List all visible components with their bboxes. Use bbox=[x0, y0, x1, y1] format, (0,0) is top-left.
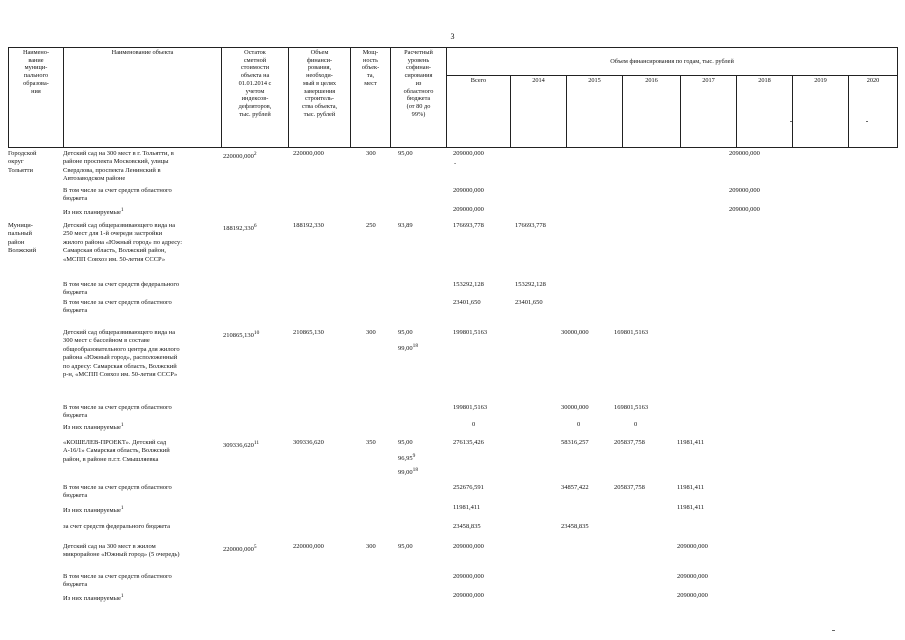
regional-2016-koshelev: 205837,758 bbox=[614, 484, 645, 491]
regional-total-kg250: 23401,650 bbox=[453, 299, 481, 306]
planned-2017-southcity: 209000,000 bbox=[677, 592, 708, 599]
regional-2017-southcity: 209000,000 bbox=[677, 573, 708, 580]
planned-total-tolyatti: 209000,000 bbox=[453, 206, 484, 213]
federal-total-kg250: 153292,128 bbox=[453, 281, 484, 288]
federal-2015-koshelev: 23458,835 bbox=[561, 523, 589, 530]
planned-label-southcity: Из них планируемые$^1$ bbox=[63, 593, 124, 603]
planned-2015-kg300pool: 0 bbox=[577, 421, 581, 428]
cofunding-level-koshelev: 95,00 bbox=[398, 439, 413, 446]
planned-total-koshelev: 11981,411 bbox=[453, 504, 481, 511]
total-tolyatti: 209000,000 bbox=[453, 150, 484, 157]
year-2017-koshelev: 11981,411 bbox=[677, 439, 705, 446]
funding-volume-southcity: 220000,000 bbox=[293, 543, 324, 550]
object-name-koshelev: «КОШЕЛЕВ-ПРОЕКТ». Детский сад А-16/1» Самарская область, Волжский район, в районе п.г.т. Смышляевка bbox=[63, 439, 170, 463]
object-name-tolyatti: Детский сад на 300 мест в г. Тольятти, в районе проспекта Московский, улицы Свердлова, проспекта Ленинский в Автозаводском районе bbox=[63, 150, 174, 183]
cofunding-level-southcity: 95,00 bbox=[398, 543, 413, 550]
federal-label-koshelev: за счет средств федерального бюджета bbox=[63, 523, 171, 530]
header-year-2016: 2016 bbox=[623, 76, 681, 148]
federal-label-kg250: В том числе за счет средств федерального бюджета bbox=[63, 281, 180, 297]
funding-volume-kg250: 188192,330 bbox=[293, 222, 324, 229]
header-year-2019: 2019 bbox=[793, 76, 849, 148]
regional-2018-tolyatti: 209000,000 bbox=[729, 187, 760, 194]
header-by-years: Объем финансирования по годам, тыс. рублей bbox=[447, 48, 898, 76]
regional-label-koshelev: В том числе за счет средств областного бюджета bbox=[63, 484, 172, 500]
header-year-2020: 2020 bbox=[849, 76, 898, 148]
planned-2016-kg300pool: 0 bbox=[634, 421, 638, 428]
funding-volume-tolyatti: 220000,000 bbox=[293, 150, 324, 157]
header-year-2018: 2018 bbox=[737, 76, 793, 148]
header-year-total: Всего bbox=[447, 76, 511, 148]
remaining-cost-koshelev: 309336,620$^{11}$ bbox=[223, 440, 260, 450]
planned-total-kg300pool: 0 bbox=[472, 421, 476, 428]
object-name-southcity: Детский сад на 300 мест в жилом микрорайоне «Южный город» (5 очередь) bbox=[63, 543, 180, 559]
planned-total-southcity: 209000,000 bbox=[453, 592, 484, 599]
header-funding-volume: Объем финанси- рования, необходи- мый в целях завершения строитель- ства объекта, тыс. рублей bbox=[289, 48, 351, 148]
year-2018-tolyatti: 209000,000 bbox=[729, 150, 760, 157]
planned-label-tolyatti: Из них планируемые$^1$ bbox=[63, 207, 124, 217]
regional-total-kg300pool: 199801,5163 bbox=[453, 404, 488, 411]
cofunding-level-kg300pool-2: 99,00$^{18}$ bbox=[398, 343, 419, 353]
cofunding-level-kg250: 93,89 bbox=[398, 222, 413, 229]
header-object-name: Наименование объекта bbox=[64, 48, 222, 148]
planned-label-kg300pool: Из них планируемые$^1$ bbox=[63, 422, 124, 432]
capacity-tolyatti: 300 bbox=[366, 150, 376, 157]
scan-mark bbox=[832, 630, 835, 631]
dash-mark: - bbox=[454, 160, 457, 167]
federal-total-koshelev: 23458,835 bbox=[453, 523, 481, 530]
year-2016-koshelev: 205837,758 bbox=[614, 439, 645, 446]
remaining-cost-kg300pool: 210865,130$^{10}$ bbox=[223, 330, 260, 340]
regional-total-koshelev: 252676,591 bbox=[453, 484, 484, 491]
remaining-cost-kg250: 188192,330$^6$ bbox=[223, 223, 257, 233]
planned-2018-tolyatti: 209000,000 bbox=[729, 206, 760, 213]
regional-2016-kg300pool: 169801,5163 bbox=[614, 404, 649, 411]
capacity-southcity: 300 bbox=[366, 543, 376, 550]
regional-label-kg250: В том числе за счет средств областного бюджета bbox=[63, 299, 172, 315]
regional-2015-kg300pool: 30000,000 bbox=[561, 404, 589, 411]
total-kg250: 176693,778 bbox=[453, 222, 484, 229]
header-year-2014: 2014 bbox=[511, 76, 567, 148]
year-2014-kg250: 176693,778 bbox=[515, 222, 546, 229]
regional-2015-koshelev: 34857,422 bbox=[561, 484, 589, 491]
municipality-volzhsky: Муници- пальный район Волжский bbox=[8, 222, 37, 255]
total-kg300pool: 199801,5163 bbox=[453, 329, 488, 336]
year-2015-koshelev: 58316,257 bbox=[561, 439, 589, 446]
municipality-tolyatti: Городской округ Тольятти bbox=[8, 150, 37, 174]
year-2016-kg300pool: 169801,5163 bbox=[614, 329, 649, 336]
regional-total-tolyatti: 209000,000 bbox=[453, 187, 484, 194]
remaining-cost-tolyatti: 220000,000$^2$ bbox=[223, 151, 257, 161]
cofunding-level-koshelev-2: 96,95$^9$ bbox=[398, 453, 416, 463]
table-header bbox=[8, 47, 898, 148]
planned-2017-koshelev: 11981,411 bbox=[677, 504, 705, 511]
year-2017-southcity: 209000,000 bbox=[677, 543, 708, 550]
regional-label-southcity: В том числе за счет средств областного бюджета bbox=[63, 573, 172, 589]
scan-mark bbox=[790, 121, 792, 122]
header-cofunding-level: Расчетный уровень софинан- сирования из областного бюджета (от 80 до 99%) bbox=[391, 48, 447, 148]
header-year-2017: 2017 bbox=[681, 76, 737, 148]
page-number: 3 bbox=[450, 32, 455, 41]
total-southcity: 209000,000 bbox=[453, 543, 484, 550]
scan-mark bbox=[866, 121, 868, 122]
cofunding-level-kg300pool: 95,00 bbox=[398, 329, 413, 336]
capacity-kg300pool: 300 bbox=[366, 329, 376, 336]
regional-label-tolyatti: В том числе за счет средств областного бюджета bbox=[63, 187, 172, 203]
federal-2014-kg250: 153292,128 bbox=[515, 281, 546, 288]
object-name-kg250: Детский сад общеразвивающего вида на 250 мест для 1-й очереди застройки жилого района «Южный город» по адресу: Самарская область, Волжский район, «МСПП Совхоз им. 50-летия СССР» bbox=[63, 222, 183, 263]
capacity-koshelev: 350 bbox=[366, 439, 376, 446]
regional-label-kg300pool: В том числе за счет средств областного бюджета bbox=[63, 404, 172, 420]
header-year-2015: 2015 bbox=[567, 76, 623, 148]
funding-volume-koshelev: 309336,620 bbox=[293, 439, 324, 446]
cofunding-level-koshelev-3: 99,00$^{18}$ bbox=[398, 467, 419, 477]
header-capacity: Мощ- ность объек- та, мест bbox=[351, 48, 391, 148]
capacity-kg250: 250 bbox=[366, 222, 376, 229]
total-koshelev: 276135,426 bbox=[453, 439, 484, 446]
regional-2014-kg250: 23401,650 bbox=[515, 299, 543, 306]
regional-total-southcity: 209000,000 bbox=[453, 573, 484, 580]
header-municipality: Наимено- вание муници- пального образова- ния bbox=[9, 48, 64, 148]
remaining-cost-southcity: 220000,000$^5$ bbox=[223, 544, 257, 554]
header-remaining-cost: Остаток сметной стоимости объекта на 01.01.2014 с учетом индексов- дефляторов, тыс. рублей bbox=[222, 48, 289, 148]
regional-2017-koshelev: 11981,411 bbox=[677, 484, 705, 491]
object-name-kg300pool: Детский сад общеразвивающего вида на 300 мест с бассейном в составе общеобразовательного центра для жилого района «Южный город», расположенный по адресу: Самарская область, Волжский р-н, «МСПП Совхоз им. 50-летия СССР» bbox=[63, 329, 180, 379]
funding-volume-kg300pool: 210865,130 bbox=[293, 329, 324, 336]
planned-label-koshelev: Из них планируемые$^1$ bbox=[63, 505, 124, 515]
cofunding-level-tolyatti: 95,00 bbox=[398, 150, 413, 157]
year-2015-kg300pool: 30000,000 bbox=[561, 329, 589, 336]
